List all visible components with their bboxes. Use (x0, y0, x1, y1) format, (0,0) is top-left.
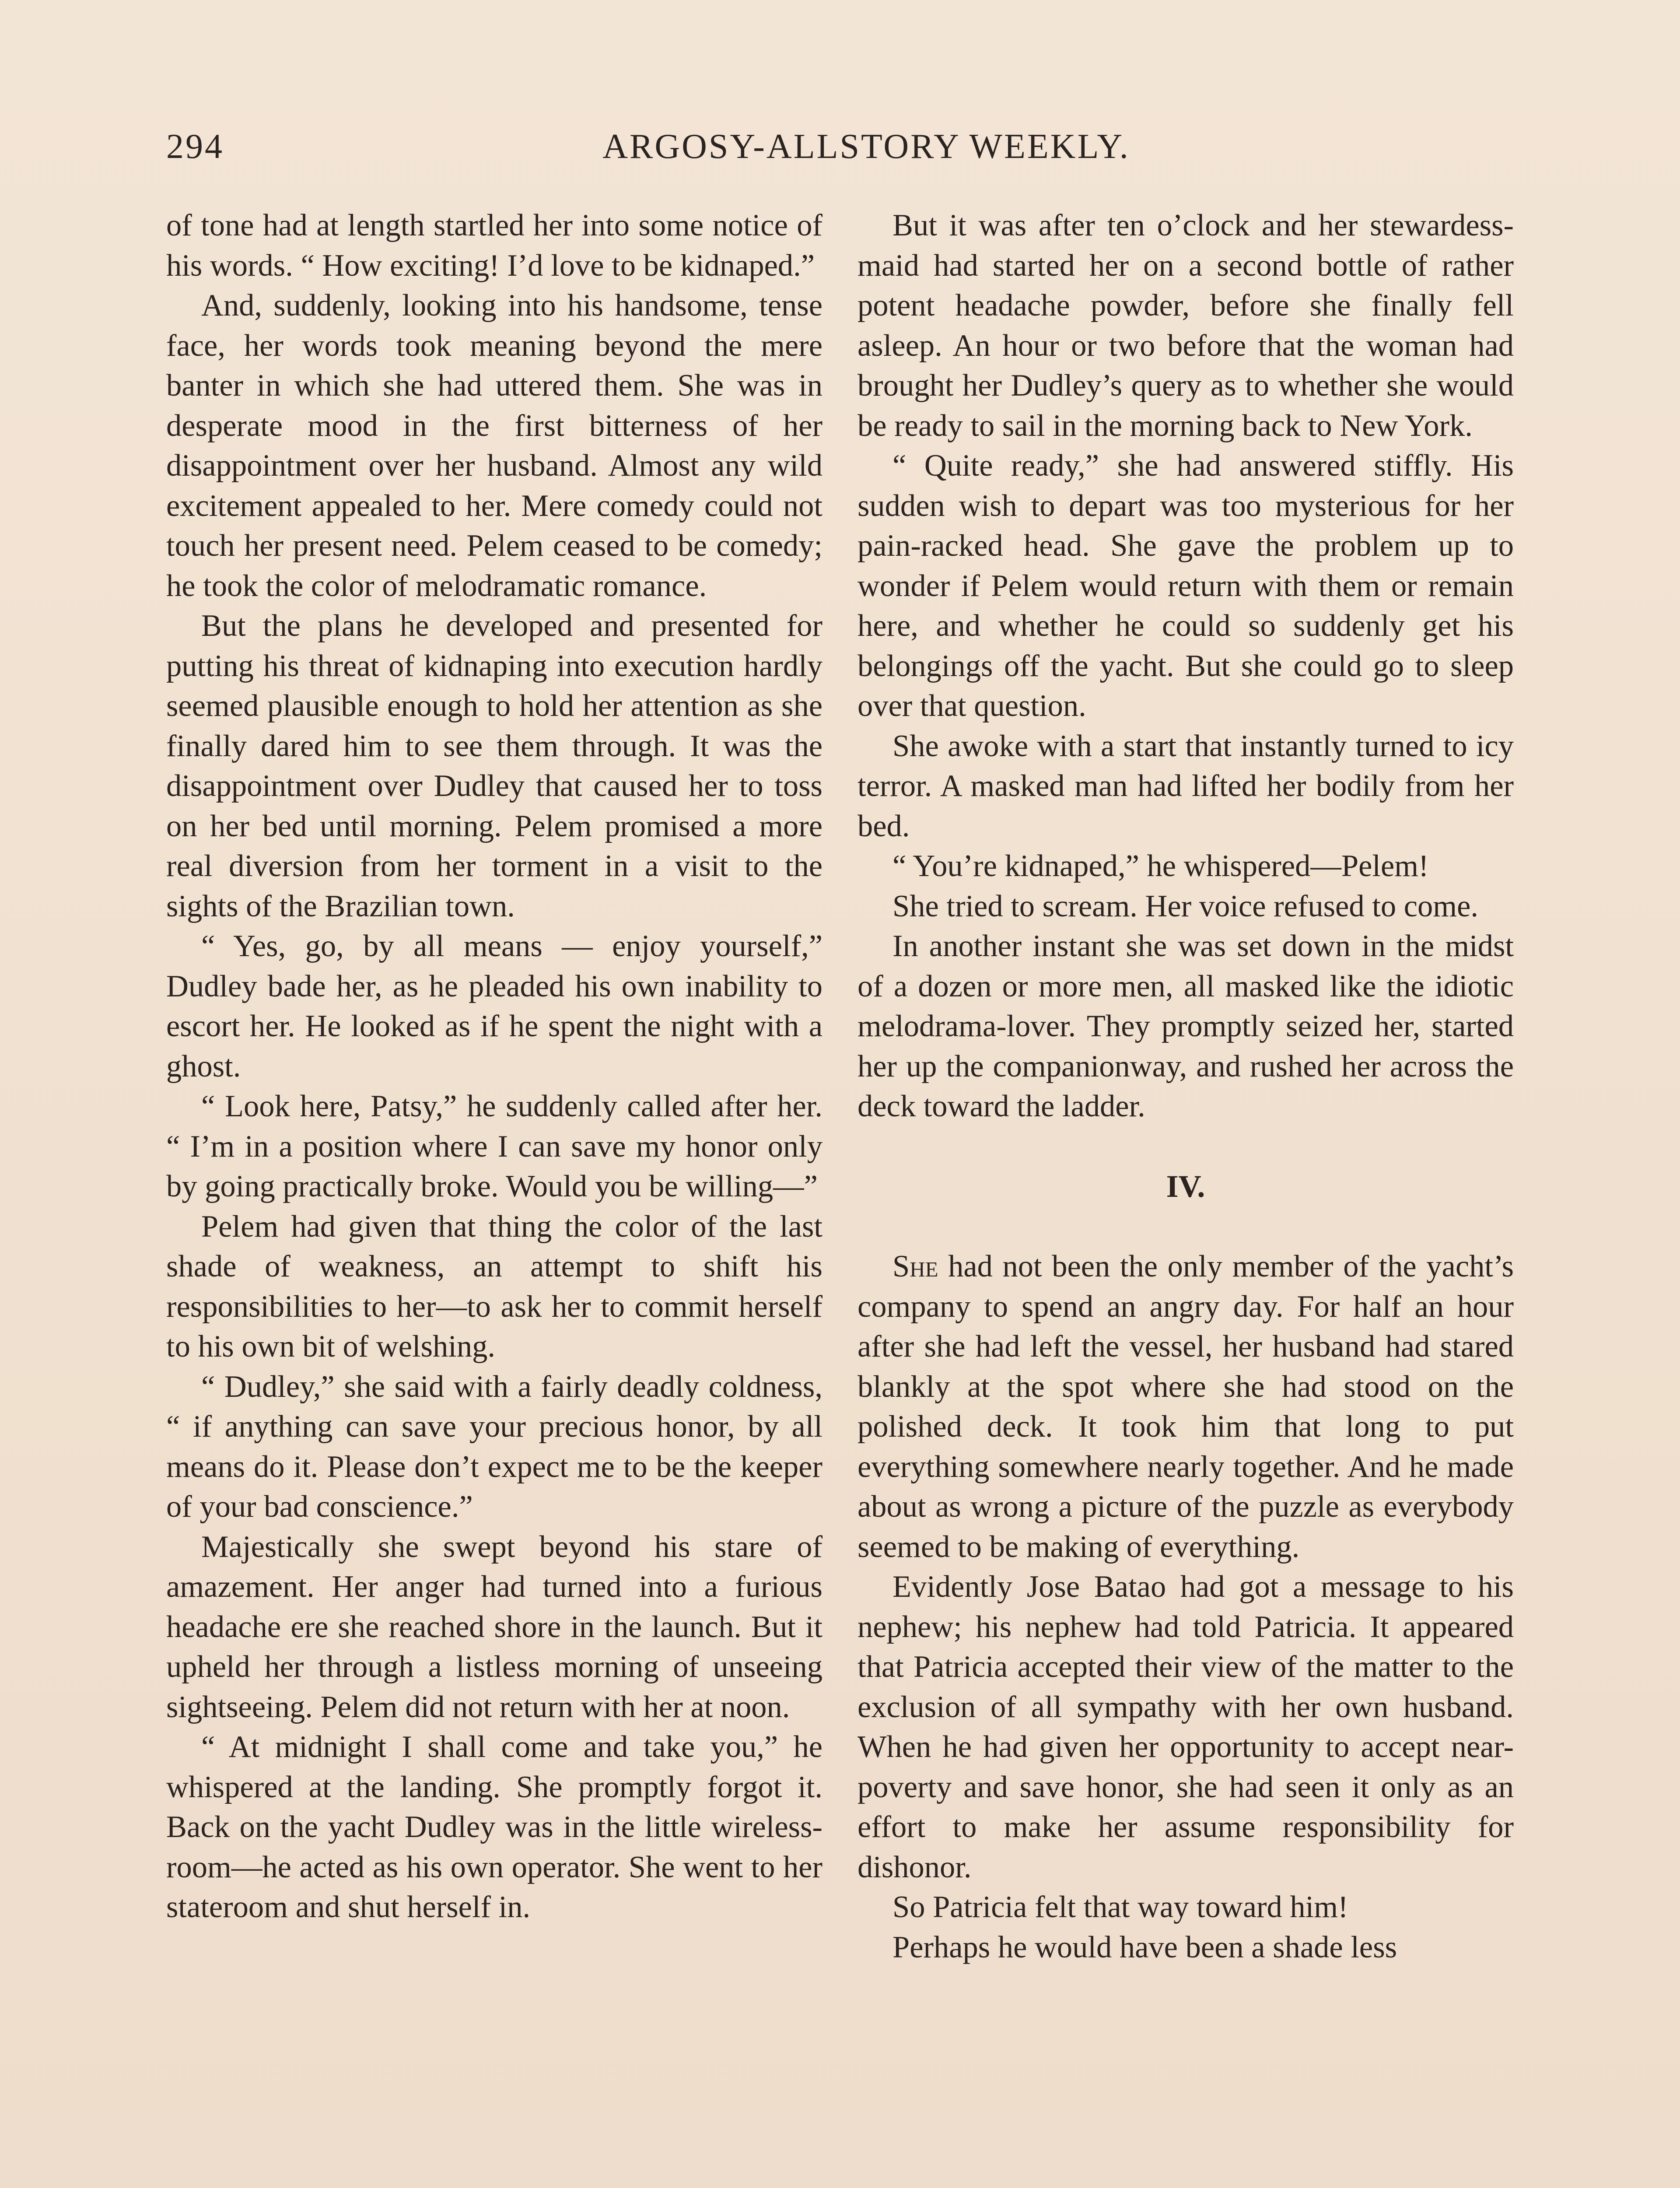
page-header (166, 127, 1522, 175)
paragraph: “ Quite ready,” she had answered stiffly. His sudden wish to depart was too mysterious for her pain-racked head. She gave the problem up to wonder if Pelem would return with them or remain here, and whether he could so suddenly get his belongings off the yacht. But she could go to sleep over that question. (858, 449, 1514, 723)
section-first-word: She (892, 1249, 938, 1283)
paragraph: Majestically she swept beyond his stare of amazement. Her anger had turned into a furious headache ere she reached shore in the launch. But it upheld her through a listless morning of unseeing sightseeing. Pelem did not return with her at noon. (166, 1529, 822, 1724)
section-opening-paragraph (858, 1247, 1514, 1567)
paragraph: And, suddenly, looking into his handsome, tense face, her words took meaning beyond the mere banter in which she had uttered them. She was in desperate mood in the first bitterness of her disappointment over her husband. Almost any wild excitement appealed to her. Mere comedy could not touch her present need. Pelem ceased to be comedy; he took the color of melodramatic romance. (166, 288, 822, 603)
running-head: ARGOSY-ALLSTORY WEEKLY. (602, 127, 1130, 166)
section-heading: IV. (1166, 1169, 1205, 1204)
paragraph: In another instant she was set down in the midst of a dozen or more men, all masked like the idiotic melodrama-lover. They promptly seized her, started her up the companionway, and rushed her across the deck toward the ladder. (858, 929, 1514, 1123)
left-column (166, 206, 822, 1928)
section-opening-text: had not been the only member of the yacht’s company to spend an angry day. For half an hour after she had left the vessel, her husband had stared blankly at the spot where she had stood on the polished deck. It took him that long to put everything somewhere nearly together. And he made about as wrong a picture of the puzzle as everybody seemed to be making of everything. (858, 1249, 1514, 1564)
paragraph: of tone had at length startled her into some notice of his words. “ How exciting! I’d love to be kidnaped.” (166, 208, 822, 283)
paragraph: But the plans he developed and presented for putting his threat of kidnaping into execution hardly seemed plausible enough to hold her attention as she finally dared him to see them through. It was the disappointment over Dudley that caused her to toss on her bed until morning. Pelem promised a more real diversion from her torment in a visit to the sights of the Brazilian town. (166, 609, 822, 923)
paragraph: So Patricia felt that way toward him! (892, 1890, 1348, 1924)
paragraph: “ Look here, Patsy,” he suddenly called after her. “ I’m in a position where I can save my honor only by going practically broke. Would you be willing—” (166, 1089, 822, 1203)
paragraph: Pelem had given that thing the color of the last shade of weakness, an attempt to shift his responsibilities to her—to ask her to commit herself to his own bit of welshing. (166, 1209, 822, 1364)
paragraph: “ Yes, go, by all means — enjoy yourself,” Dudley bade her, as he pleaded his own inability to escort her. He looked as if he spent the night with a ghost. (166, 929, 822, 1083)
page-number: 294 (166, 127, 224, 166)
paragraph: But it was after ten o’clock and her stewardess-maid had started her on a second bottle of rather potent headache powder, before she finally fell asleep. An hour or two before that the woman had brought her Dudley’s query as to whether she would be ready to sail in the morning back to New York. (858, 208, 1514, 443)
paragraph: “ At midnight I shall come and take you,” he whispered at the landing. She promptly forgot it. Back on the yacht Dudley was in the little wireless-room—he acted as his own operator. She went to her stateroom and shut herself in. (166, 1730, 822, 1924)
paragraph: “ Dudley,” she said with a fairly deadly coldness, “ if anything can save your precious honor, by all means do it. Please don’t expect me to be the keeper of your bad conscience.” (166, 1369, 822, 1524)
paragraph: “ You’re kidnaped,” he whispered—Pelem! (892, 849, 1429, 883)
right-column (858, 206, 1514, 1967)
paragraph: Perhaps he would have been a shade less (892, 1930, 1397, 1964)
paragraph: Evidently Jose Batao had got a message to his nephew; his nephew had told Patricia. It appeared that Patricia accepted their view of the matter to the exclusion of all sympathy with her own husband. When he had given her opportunity to accept near-poverty and save honor, she had seen it only as an effort to make her assume responsibility for dishonor. (858, 1570, 1514, 1884)
paragraph: She awoke with a start that instantly turned to icy terror. A masked man had lifted her bodily from her bed. (858, 729, 1514, 843)
paragraph: She tried to scream. Her voice refused to come. (892, 889, 1478, 923)
